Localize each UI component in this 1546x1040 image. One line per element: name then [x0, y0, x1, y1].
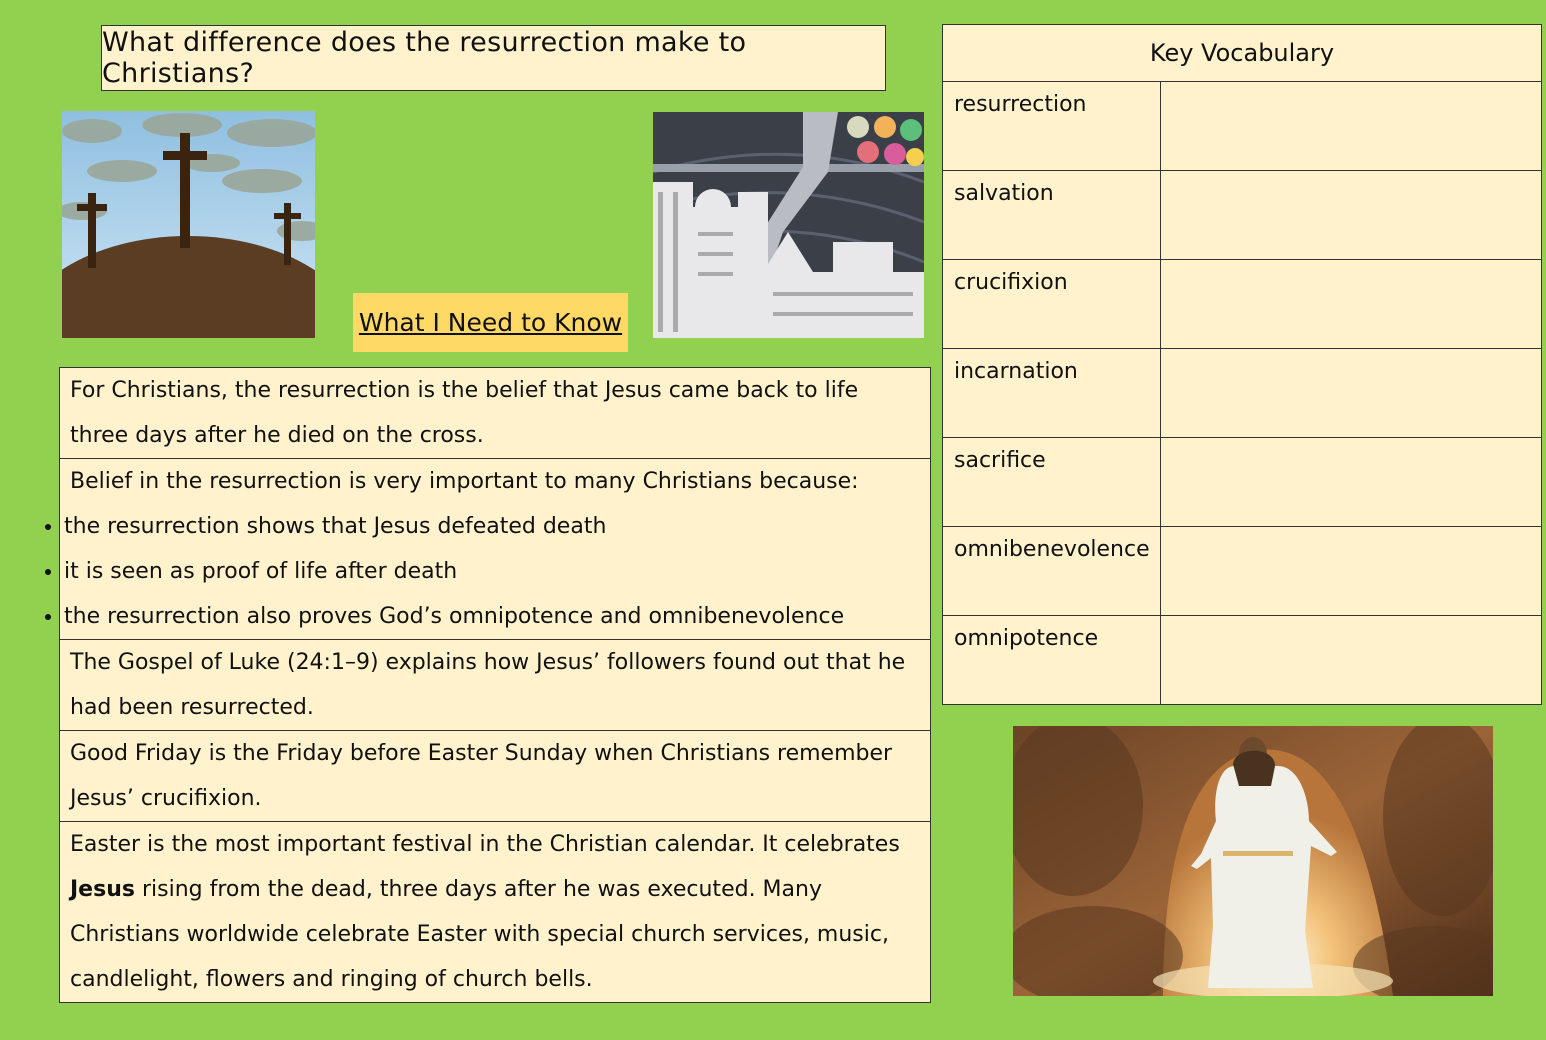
table-row: [943, 82, 1542, 171]
table-row: [60, 640, 931, 731]
table-row: [943, 349, 1542, 438]
fact-gospel-luke: The Gospel of Luke (24:1–9) explains how Jesus’ followers found out that he had been resurrected.: [60, 640, 931, 731]
vocab-definition: [1160, 82, 1541, 171]
crosses-image: [62, 111, 315, 338]
fact-importance-intro: Belief in the resurrection is very important to many Christians because:: [70, 469, 859, 494]
fact-importance: [60, 459, 931, 640]
list-item: • the resurrection shows that Jesus defeated death: [64, 504, 920, 549]
vocab-term: incarnation: [943, 349, 1161, 438]
vocab-definition: [1160, 260, 1541, 349]
table-row: [60, 822, 931, 1003]
fact-good-friday: Good Friday is the Friday before Easter Sunday when Christians remember Jesus’ crucifixion.: [60, 731, 931, 822]
table-row: [60, 368, 931, 459]
list-item: • it is seen as proof of life after death: [64, 549, 920, 594]
vocab-term: omnipotence: [943, 616, 1161, 705]
vocab-definition: [1160, 616, 1541, 705]
section-heading: What I Need to Know: [353, 293, 628, 352]
easter-text-part1: Easter is the most important festival in the Christian calendar. It celebrates: [70, 832, 900, 857]
vocab-term: salvation: [943, 171, 1161, 260]
fact-easter: [60, 822, 931, 1003]
table-row: [943, 260, 1542, 349]
collage-image: [653, 112, 924, 338]
vocab-definition: [1160, 349, 1541, 438]
vocab-term: resurrection: [943, 82, 1161, 171]
vocab-definition: [1160, 438, 1541, 527]
table-row: [60, 731, 931, 822]
vocab-definition: [1160, 171, 1541, 260]
page-title: What difference does the resurrection make to Christians?: [101, 25, 886, 91]
tomb-image: [1013, 726, 1493, 996]
vocab-term: crucifixion: [943, 260, 1161, 349]
vocabulary-heading: Key Vocabulary: [943, 25, 1542, 82]
easter-text-bold: Jesus: [70, 877, 135, 902]
vocab-term: omnibenevolence: [943, 527, 1161, 616]
table-row: [943, 171, 1542, 260]
table-row: [943, 25, 1542, 82]
list-item: • the resurrection also proves God’s omnipotence and omnibenevolence: [64, 594, 920, 639]
vocab-term: sacrifice: [943, 438, 1161, 527]
table-row: [943, 616, 1542, 705]
easter-text-part2: rising from the dead, three days after he was executed. Many Christians worldwide celebrate Easter with special church services, music, candlelight, flowers and ringing of church bells.: [70, 877, 889, 992]
key-facts-table: [59, 367, 931, 1003]
table-row: [943, 527, 1542, 616]
key-vocabulary-table: [942, 24, 1542, 705]
table-row: [943, 438, 1542, 527]
fact-resurrection-definition: For Christians, the resurrection is the belief that Jesus came back to life three days after he died on the cross.: [60, 368, 931, 459]
table-row: [60, 459, 931, 640]
vocab-definition: [1160, 527, 1541, 616]
